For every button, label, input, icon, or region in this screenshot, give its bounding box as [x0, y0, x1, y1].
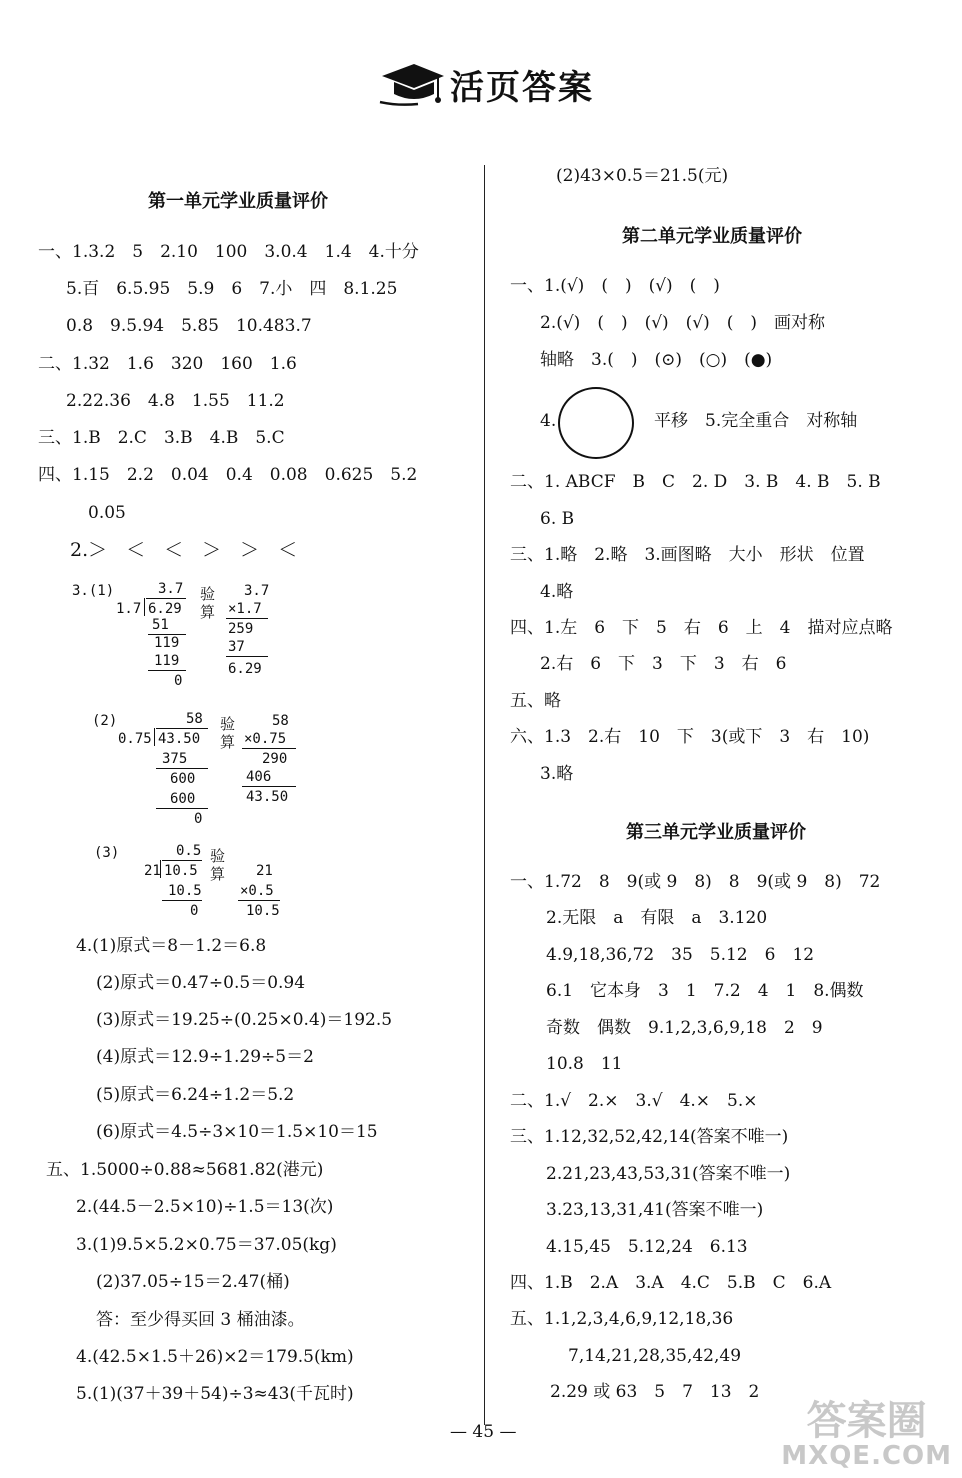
divisor: 1.7: [116, 601, 142, 617]
header: [0, 56, 962, 116]
step-line: [156, 808, 208, 809]
step-line: [226, 618, 268, 619]
check-step: ×0.5: [240, 883, 274, 899]
check-label: 验: [210, 847, 226, 865]
division-label: (3): [94, 845, 120, 861]
answer-line: 一、1.72 8 9(或 9 8) 8 9(或 9 8) 72: [510, 872, 881, 892]
answer-line: 6.1 它本身 3 1 7.2 4 1 8.偶数: [546, 981, 864, 1001]
check-label: 验: [220, 715, 236, 733]
step-line: [148, 670, 186, 671]
page-title: 活页答案: [450, 68, 594, 108]
answer-line: 4.略: [540, 582, 574, 602]
answer-line: 一、1.3.2 5 2.10 100 3.0.4 1.4 4.十分: [38, 242, 419, 262]
step: 600: [170, 791, 196, 807]
answer-line: 2.无限 a 有限 a 3.120: [546, 908, 768, 928]
answer-line: (2)原式＝0.47÷0.5＝0.94: [96, 973, 306, 993]
step: 10.5: [168, 883, 202, 899]
answer-line: 2.(√) ( ) (√) (√) ( ) 画对称: [540, 313, 826, 333]
page-number: — 45 —: [450, 1422, 517, 1442]
check-step: 43.50: [246, 789, 289, 805]
division-bar: [162, 860, 202, 861]
answer-line: (3)原式＝19.25÷(0.25×0.4)＝192.5: [96, 1010, 393, 1030]
answer-line: 一、1.(√) ( ) (√) ( ): [510, 276, 720, 296]
answer-line: 2.21,23,43,53,31(答案不唯一): [546, 1164, 791, 1184]
check-label: 验: [200, 585, 216, 603]
answer-line: 6. B: [540, 509, 575, 529]
answer-line: 轴略 3.( ) (⊙) (○) (●): [540, 350, 773, 370]
unit2-heading: 第二单元学业质量评价: [622, 226, 802, 247]
graduation-cap-icon: [378, 58, 446, 108]
answer-line: 4.: [540, 411, 557, 431]
answer-line: (6)原式＝4.5÷3×10＝1.5×10＝15: [96, 1122, 378, 1142]
step: 375: [162, 751, 188, 767]
answer-line: (2)37.05÷15＝2.47(桶): [96, 1272, 290, 1292]
answer-line: 3.略: [540, 764, 574, 784]
division-label: (2): [92, 713, 118, 729]
step-line: [242, 748, 296, 749]
check-step: 6.29: [228, 661, 262, 677]
check-step: 290: [262, 751, 288, 767]
quotient: 0.5: [176, 843, 202, 859]
answer-line: 五、略: [510, 691, 561, 711]
answer-line: 2.＞ ＜ ＜ ＞ ＞ ＜: [70, 539, 298, 561]
division-bar: [156, 728, 208, 729]
step: 119: [154, 635, 180, 651]
answer-line: 三、1.12,32,52,42,14(答案不唯一): [510, 1127, 789, 1147]
division-bracket: [154, 728, 155, 746]
answer-line: 二、1.√ 2.× 3.√ 4.× 5.×: [510, 1091, 758, 1111]
division-bar: [146, 598, 186, 599]
answer-line: (2)43×0.5＝21.5(元): [556, 166, 729, 186]
circle-figure: [558, 387, 634, 459]
check-step: 37: [228, 639, 245, 655]
answer-line: 答：至少得买回 3 桶油漆。: [96, 1310, 305, 1330]
answer-line: 四、1.15 2.2 0.04 0.4 0.08 0.625 5.2: [38, 465, 418, 485]
answer-line: 五、1.5000÷0.88≈5681.82(港元): [46, 1160, 324, 1180]
dividend: 6.29: [148, 601, 182, 617]
check-label: 算: [220, 733, 236, 751]
step-line: [238, 900, 280, 901]
unit1-heading: 第一单元学业质量评价: [148, 191, 328, 212]
remainder: 0: [190, 903, 199, 919]
step: 51: [152, 617, 169, 633]
answer-line: 二、1. ABCF B C 2. D 3. B 4. B 5. B: [510, 472, 881, 492]
unit3-heading: 第三单元学业质量评价: [626, 822, 806, 843]
answer-line: 0.05: [88, 503, 126, 523]
check-step: ×1.7: [228, 601, 262, 617]
watermark: [781, 1400, 952, 1470]
answer-line: 二、1.32 1.6 320 160 1.6: [38, 354, 297, 374]
answer-line: 2.22.36 4.8 1.55 11.2: [66, 391, 285, 411]
watermark-line1: 答案圈: [806, 1398, 927, 1444]
answer-line: 五、1.1,2,3,4,6,9,12,18,36: [510, 1309, 734, 1329]
answer-line: 三、1.B 2.C 3.B 4.B 5.C: [38, 428, 285, 448]
answer-line: 5.(1)(37＋39＋54)÷3≈43(千瓦时): [76, 1384, 354, 1404]
remainder: 0: [194, 811, 203, 827]
answer-line: 三、1.略 2.略 3.画图略 大小 形状 位置: [510, 545, 865, 565]
answer-line: 3.(1)9.5×5.2×0.75＝37.05(kg): [76, 1235, 337, 1255]
check-step: 21: [256, 863, 273, 879]
check-step: 3.7: [244, 583, 270, 599]
answer-line: 0.8 9.5.94 5.85 10.483.7: [66, 316, 312, 336]
answer-line: 4.(1)原式＝8－1.2＝6.8: [76, 936, 267, 956]
answer-line: 2.(44.5－2.5×10)÷1.5＝13(次): [76, 1197, 334, 1217]
dividend: 10.5: [164, 863, 198, 879]
answer-line: (4)原式＝12.9÷1.29÷5＝2: [96, 1047, 314, 1067]
division-label: 3.(1): [72, 583, 115, 599]
dividend: 43.50: [158, 731, 201, 747]
step-line: [162, 900, 202, 901]
check-label: 算: [200, 603, 216, 621]
watermark-line2: MXQE.COM: [781, 1441, 952, 1471]
remainder: 0: [174, 673, 183, 689]
answer-line: 3.23,13,31,41(答案不唯一): [546, 1200, 764, 1220]
step-line: [156, 768, 208, 769]
step: 600: [170, 771, 196, 787]
division-bracket: [144, 598, 145, 616]
step: 119: [154, 653, 180, 669]
answer-line: 10.8 11: [546, 1054, 623, 1074]
answer-line: 7,14,21,28,35,42,49: [568, 1346, 742, 1366]
answer-line: 六、1.3 2.右 10 下 3(或下 3 右 10): [510, 727, 870, 747]
check-step: 58: [272, 713, 289, 729]
check-step: 259: [228, 621, 254, 637]
divisor: 0.75: [118, 731, 152, 747]
check-label: 算: [210, 865, 226, 883]
column-divider: [484, 165, 485, 1425]
quotient: 58: [186, 711, 203, 727]
answer-line: 奇数 偶数 9.1,2,3,6,9,18 2 9: [546, 1018, 823, 1038]
check-step: 10.5: [246, 903, 280, 919]
step-line: [242, 786, 296, 787]
answer-line: 四、1.左 6 下 5 右 6 上 4 描对应点略: [510, 618, 893, 638]
answer-line: 2.29 或 63 5 7 13 2: [550, 1382, 760, 1402]
check-step: ×0.75: [244, 731, 287, 747]
division-bracket: [160, 860, 161, 878]
check-step: 406: [246, 769, 272, 785]
quotient: 3.7: [158, 581, 184, 597]
answer-line: (5)原式＝6.24÷1.2＝5.2: [96, 1085, 295, 1105]
divisor: 21: [144, 863, 161, 879]
answer-line: 2.右 6 下 3 下 3 右 6: [540, 654, 787, 674]
answer-line: 平移 5.完全重合 对称轴: [654, 411, 858, 431]
step-line: [226, 656, 268, 657]
answer-line: 四、1.B 2.A 3.A 4.C 5.B C 6.A: [510, 1273, 832, 1293]
answer-line: 4.15,45 5.12,24 6.13: [546, 1237, 748, 1257]
answer-line: 4.9,18,36,72 35 5.12 6 12: [546, 945, 815, 965]
answer-line: 5.百 6.5.95 5.9 6 7.小 四 8.1.25: [66, 279, 398, 299]
answer-line: 4.(42.5×1.5＋26)×2＝179.5(km): [76, 1347, 354, 1367]
